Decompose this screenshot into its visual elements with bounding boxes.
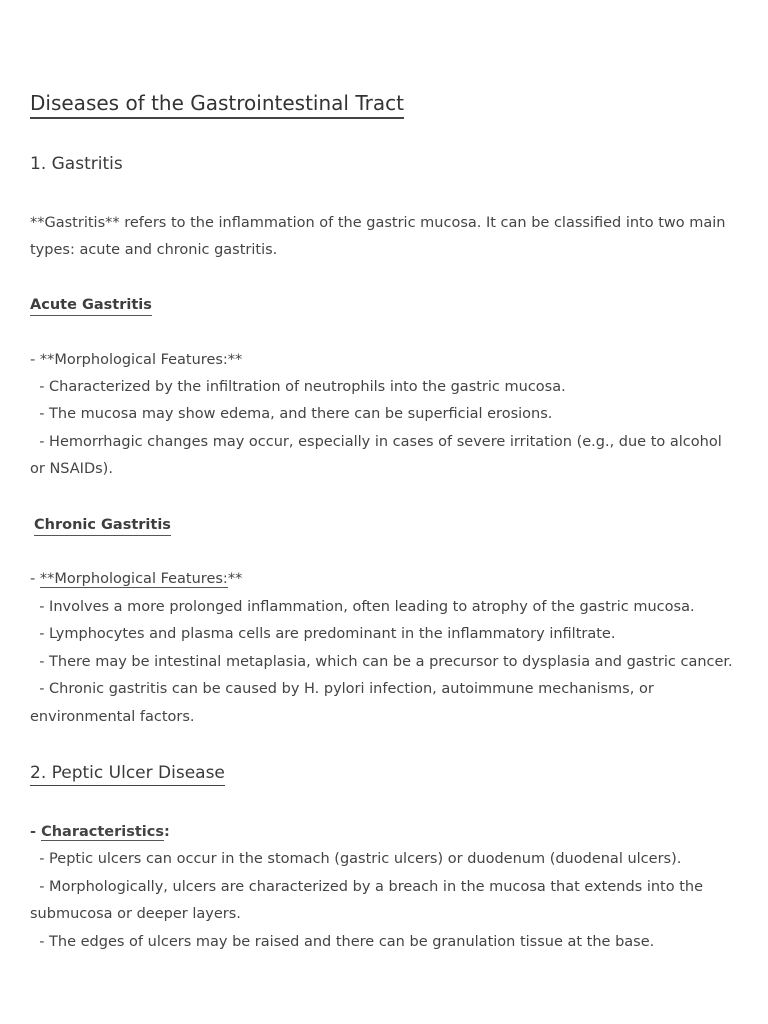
subheading-acute-gastritis: Acute Gastritis xyxy=(30,295,152,316)
list-item xyxy=(30,822,170,842)
section-heading-gastritis: 1. Gastritis xyxy=(30,154,123,174)
document-title: Diseases of the Gastrointestinal Tract xyxy=(30,89,404,119)
characteristics-label: Characteristics xyxy=(41,824,165,840)
list-item: - Characterized by the infiltration of neutrophils into the gastric mucosa. xyxy=(30,379,566,395)
list-dash: - xyxy=(30,571,40,587)
list-item: - There may be intestinal metaplasia, which can be a precursor to dysplasia and gastric cancer. xyxy=(30,654,733,670)
list-item: - Morphologically, ulcers are characterized by a breach in the mucosa that extends into the xyxy=(30,879,704,895)
section-heading-peptic-ulcer: 2. Peptic Ulcer Disease xyxy=(30,761,225,786)
list-item xyxy=(30,569,242,589)
list-item: - Hemorrhagic changes may occur, especially in cases of severe irritation (e.g., due to alcohol xyxy=(30,434,722,450)
list-dash: - xyxy=(30,824,42,840)
list-item: - The edges of ulcers may be raised and there can be granulation tissue at the base. xyxy=(30,934,655,950)
features-tail: ** xyxy=(227,571,243,587)
features-label: **Morphological Features: xyxy=(39,571,228,587)
list-item: submucosa or deeper layers. xyxy=(30,906,241,922)
list-item: - **Morphological Features:** xyxy=(30,352,243,368)
list-item: or NSAIDs). xyxy=(30,461,113,477)
list-item: - Involves a more prolonged inflammation, often leading to atrophy of the gastric mucosa. xyxy=(30,599,695,615)
list-item: - Lymphocytes and plasma cells are predominant in the inflammatory infiltrate. xyxy=(30,626,616,642)
list-item: - Peptic ulcers can occur in the stomach (gastric ulcers) or duodenum (duodenal ulcers). xyxy=(30,851,682,867)
subheading-chronic-gastritis: Chronic Gastritis xyxy=(34,515,171,536)
paragraph-line: types: acute and chronic gastritis. xyxy=(30,242,278,258)
list-item: environmental factors. xyxy=(30,709,195,725)
characteristics-colon: : xyxy=(164,824,170,840)
list-item: - Chronic gastritis can be caused by H. pylori infection, autoimmune mechanisms, or xyxy=(30,681,654,697)
paragraph-line: **Gastritis** refers to the inflammation of the gastric mucosa. It can be classified into two main xyxy=(30,215,726,231)
list-item: - The mucosa may show edema, and there can be superficial erosions. xyxy=(30,406,553,422)
